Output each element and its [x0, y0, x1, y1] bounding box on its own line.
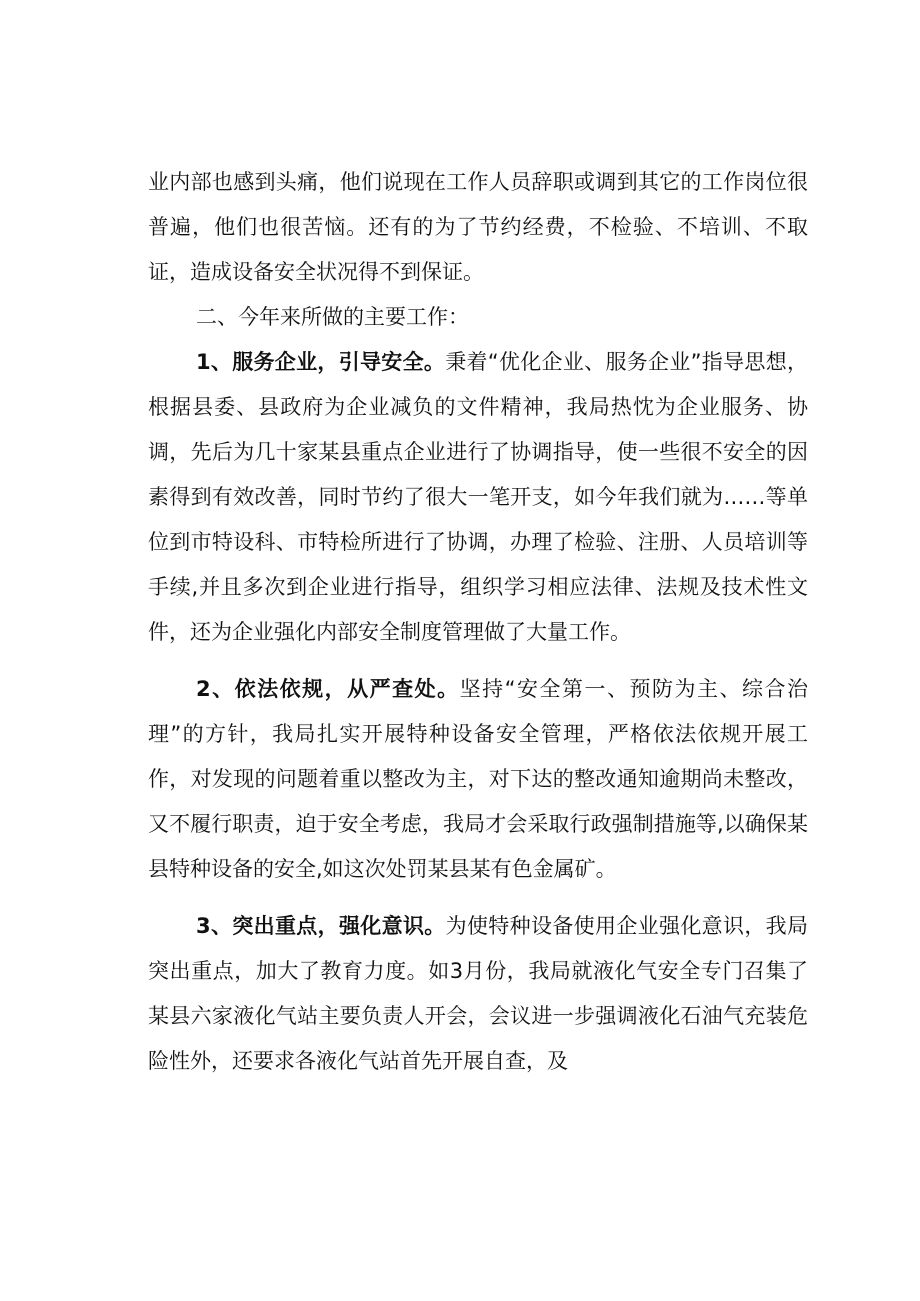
- item-title-1: 1、服务企业，引导安全。: [196, 350, 446, 374]
- item-title-3: 3、突出重点，强化意识。: [196, 914, 446, 938]
- document-body: [148, 160, 808, 1084]
- item-paragraph-2: [148, 667, 808, 892]
- item-body-3: 为使特种设备使用企业强化意识，我局突出重点，加大了教育力度。如3月份，我局就液化气安全专门召集了某县六家液化气站主要负责人开会，会议进一步强调液化石油气充装危险性外，还要求各液化气站首先开展自查，及: [148, 914, 808, 1073]
- item-body-2: 坚持“安全第一、预防为主、综合治理”的方针，我局扎实开展特种设备安全管理，严格依法依规开展工作，对发现的问题着重以整改为主，对下达的整改通知逾期尚未整改，又不履行职责，迫于安全考虑，我局才会采取行政强制措施等,以确保某县特种设备的安全,如这次处罚某县某有色金属矿。: [148, 677, 808, 881]
- item-body-1: 秉着“优化企业、服务企业”指导思想，根据县委、县政府为企业减负的文件精神，我局热忱为企业服务、协调，先后为几十家某县重点企业进行了协调指导，使一些很不安全的因素得到有效改善，同时节约了很大一笔开支，如今年我们就为……等单位到市特设科、市特检所进行了协调，办理了检验、注册、人员培训等手续,并且多次到企业进行指导，组织学习相应法律、法规及技术性文件，还为企业强化内部安全制度管理做了大量工作。: [148, 350, 808, 644]
- section-heading: 二、今年来所做的主要工作：: [196, 305, 469, 329]
- item-paragraph-3: [148, 904, 808, 1084]
- item-title-2: 2、依法依规，从严查处。: [196, 677, 460, 701]
- continued-paragraph: 业内部也感到头痛，他们说现在工作人员辞职或调到其它的工作岗位很普遍，他们也很苦恼。还有的为了节约经费，不检验、不培训、不取证，造成设备安全状况得不到保证。: [148, 170, 808, 284]
- item-paragraph-1: [148, 340, 808, 655]
